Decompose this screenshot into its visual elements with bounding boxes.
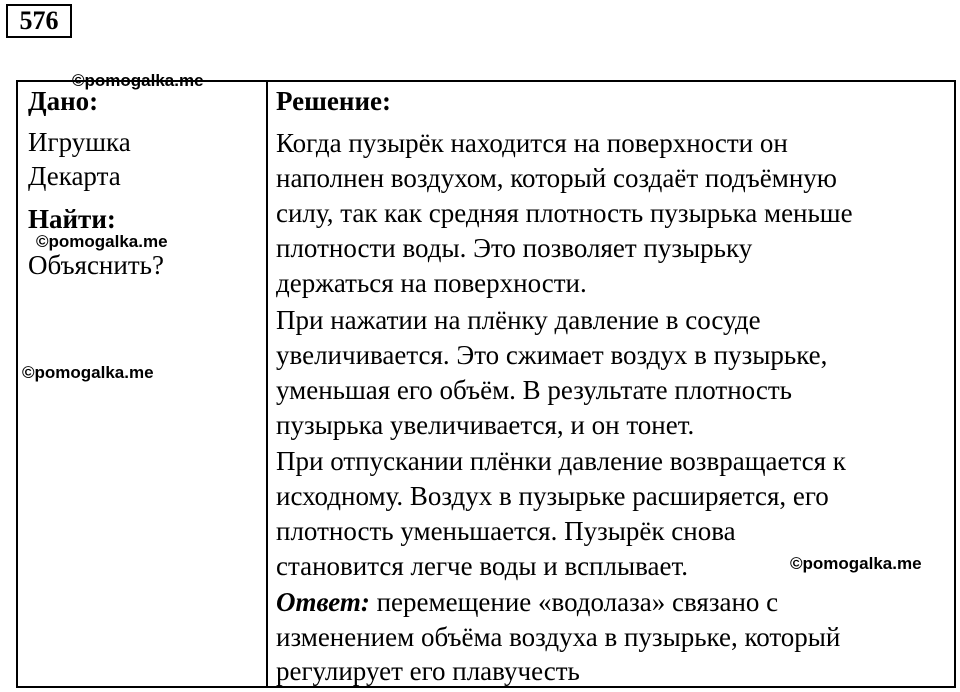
find-line: Объяснить? — [28, 250, 164, 280]
given-heading: Дано: — [28, 86, 99, 116]
solution-line: плотность уменьшается. Пузырёк снова — [276, 516, 736, 546]
solution-line: Когда пузырёк находится на поверхности он — [276, 128, 788, 158]
watermark: ©pomogalka.me — [72, 71, 204, 90]
answer-line: изменением объёма воздуха в пузырьке, который — [276, 622, 841, 652]
solution-line: пузырька увеличивается, и он тонет. — [276, 410, 695, 440]
solution-line: становится легче воды и всплывает. — [276, 551, 689, 581]
answer-text: перемещение «водолаза» связано с — [369, 587, 779, 617]
given-line: Игрушка — [28, 127, 131, 157]
solution-heading: Решение: — [276, 86, 391, 116]
solution-table — [16, 80, 956, 688]
solution-line: При отпускании плёнки давление возвращается к — [276, 446, 846, 476]
solution-line: исходному. Воздух в пузырьке расширяется, его — [276, 481, 829, 511]
solution-line: держаться на поверхности. — [276, 268, 587, 298]
solution-line: При нажатии на плёнку давление в сосуде — [276, 305, 761, 335]
given-line: Декарта — [28, 161, 121, 191]
watermark: ©pomogalka.me — [790, 554, 922, 573]
solution-line: уменьшая его объём. В результате плотность — [276, 375, 792, 405]
answer-line: регулирует его плавучесть — [276, 656, 580, 686]
find-heading: Найти: — [28, 204, 116, 234]
column-divider — [266, 82, 268, 686]
solution-line: наполнен воздухом, который создаёт подъёмную — [276, 163, 837, 193]
answer-label: Ответ: — [276, 587, 370, 617]
solution-line: силу, так как средняя плотность пузырька меньше — [276, 198, 853, 228]
task-number: 576 — [6, 4, 72, 38]
answer-line — [276, 585, 778, 619]
solution-line: плотности воды. Это позволяет пузырьку — [276, 233, 753, 263]
watermark: ©pomogalka.me — [36, 232, 168, 251]
watermark: ©pomogalka.me — [22, 363, 154, 382]
solution-line: увеличивается. Это сжимает воздух в пузырьке, — [276, 340, 828, 370]
